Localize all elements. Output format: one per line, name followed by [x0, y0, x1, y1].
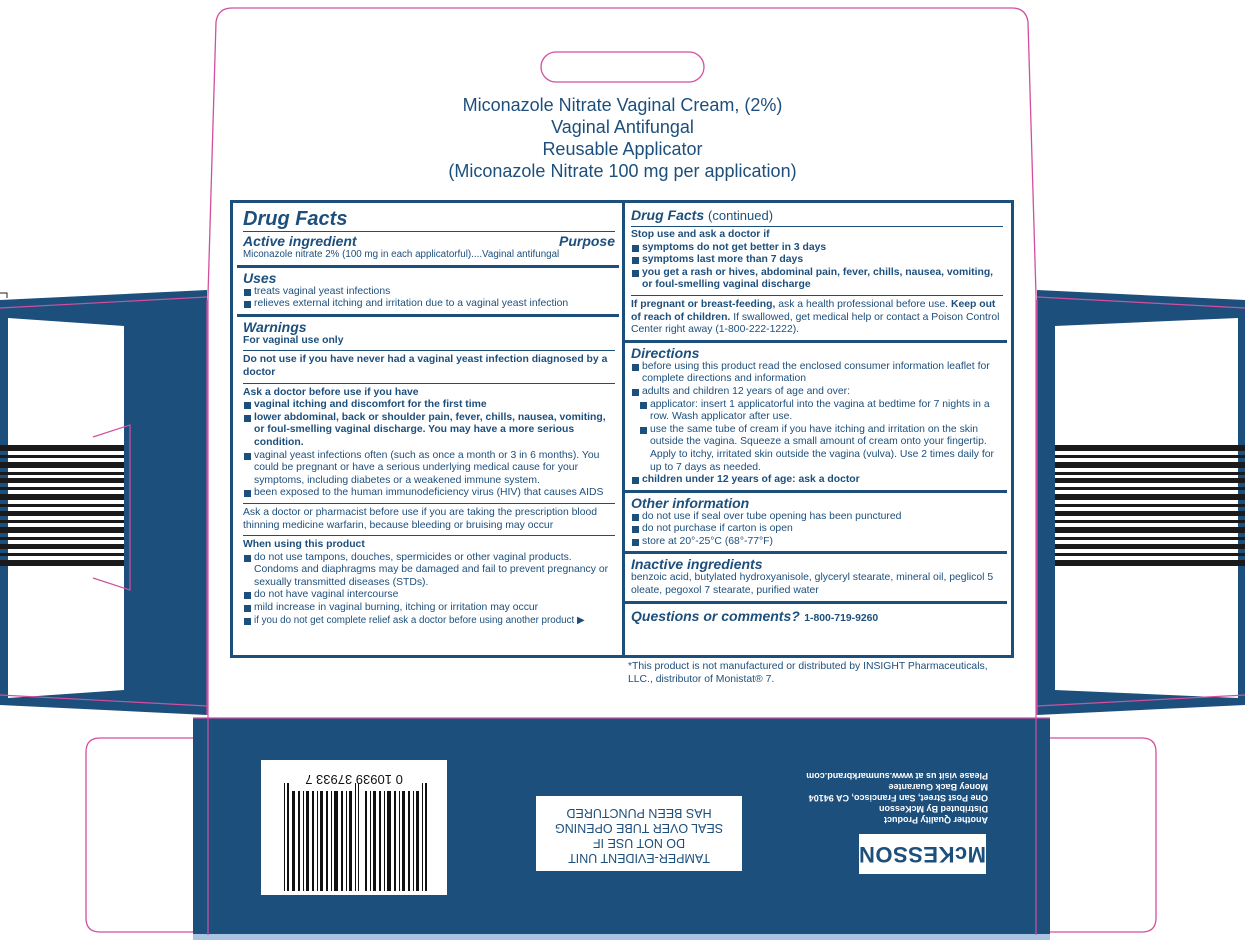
title-line-3: Reusable Applicator	[542, 139, 703, 159]
footnote: *This product is not manufactured or distributed by INSIGHT Pharmaceuticals, LLC., distributor of Monistat® 7.	[628, 661, 988, 685]
tamper-evident-notice	[535, 795, 743, 872]
product-title	[300, 94, 945, 182]
questions-phone: 1-800-719-9260	[804, 612, 879, 624]
distributor-line: Another Quality Product	[883, 815, 988, 825]
stop-use-item: you get a rash or hives, abdominal pain, fever, chills, nausea, vomiting, or foul-smelling vaginal discharge	[631, 267, 1003, 292]
when-using-item: mild increase in vaginal burning, itching or irritation may occur	[243, 602, 615, 615]
do-not-use: Do not use if you have never had a vaginal yeast infection diagnosed by a doctor	[243, 354, 608, 378]
title-line-4: (Miconazole Nitrate 100 mg per application)	[448, 161, 797, 181]
other-info-item: store at 20°-25°C (68°-77°F)	[631, 536, 1003, 549]
questions-heading: Questions or comments?	[631, 607, 800, 624]
brand-logo	[859, 834, 986, 874]
distributor-info	[806, 770, 988, 825]
title-line-1: Miconazole Nitrate Vaginal Cream, (2%)	[462, 95, 783, 115]
distributor-line: Money Back Guarantee	[888, 782, 988, 792]
active-ingredient-line: Miconazole nitrate 2% (100 mg in each applicatorful)....Vaginal antifungal	[243, 249, 560, 260]
stop-use-item: symptoms last more than 7 days	[631, 254, 1003, 267]
stop-use-item: symptoms do not get better in 3 days	[631, 242, 1003, 255]
other-info-item: do not use if seal over tube opening has been punctured	[631, 511, 1003, 524]
distributor-line: Distributed By McKesson	[878, 804, 988, 814]
drug-facts-panel	[230, 200, 1014, 658]
pregnant-warning: If pregnant or breast-feeding, ask a health professional before use. Keep out of reach of children. If swallowed, get medical help or contact a Poison Control Center right away (1-800-222-1222).	[631, 298, 1000, 336]
uses-heading: Uses	[243, 269, 277, 286]
ask-doctor-item: lower abdominal, back or shoulder pain, fever, chills, nausea, vomiting, or foul-smelling vaginal discharge. You may have a more serious condition.	[243, 412, 615, 450]
drug-facts-heading: Drug Facts	[243, 208, 348, 230]
directions-heading: Directions	[631, 344, 700, 361]
drug-facts-left-column	[237, 205, 619, 653]
distributor-line: One Post Street, San Francisco, CA 94104	[808, 793, 988, 803]
tamper-line: SEAL OVER TUBE OPENING	[554, 821, 724, 835]
inactive-ingredients-text: benzoic acid, butylated hydroxyanisole, glyceryl stearate, mineral oil, peglicol 5 oleate, pegoxol 7 stearate, purified water	[631, 572, 994, 597]
ask-doctor-item: vaginal itching and discomfort for the first time	[243, 399, 615, 412]
directions-item: before using this product read the enclosed consumer information leaflet for complete directions and information	[631, 361, 1003, 386]
tamper-line: HAS BEEN PUNCTURED	[566, 806, 712, 820]
when-using-item: do not use tampons, douches, spermicides or other vaginal products. Condoms and diaphragms may be damaged and fail to prevent pregnancy or sexually transmitted diseases (STDs).	[243, 552, 615, 590]
when-using-item: if you do not get complete relief ask a doctor before using another product ▶	[243, 615, 615, 628]
ask-doctor-heading: Ask a doctor before use if you have	[243, 386, 419, 398]
other-info-box	[625, 493, 1007, 555]
ask-doctor-item: vaginal yeast infections often (such as once a month or 3 in 6 months). You could be pregnant or have a serious underlying medical cause for your symptoms, including diabetes or a weakened immune system.	[243, 450, 615, 488]
warnings-subheading: For vaginal use only	[243, 334, 344, 346]
active-ingredient-box	[237, 205, 619, 268]
purpose-heading: Purpose	[558, 233, 615, 249]
distributor-line: Please visit us at www.sunmarkbrand.com	[806, 771, 988, 781]
stop-use-heading: Stop use and ask a doctor if	[631, 229, 770, 240]
directions-item: adults and children 12 years of age and over:	[631, 386, 1003, 399]
ask-pharmacist: Ask a doctor or pharmacist before use if you are taking the prescription blood thinning medicine warfarin, because bleeding or bruising may occur	[243, 506, 598, 531]
stop-use-box	[625, 205, 1007, 343]
directions-subitem: applicator: insert 1 applicatorful into the vagina at bedtime for 7 nights in a row. Wash applicator after use.	[639, 399, 1003, 424]
tamper-line: TAMPER-EVIDENT UNIT	[568, 851, 710, 865]
brand-name: McKESSON	[858, 842, 986, 867]
when-using-heading: When using this product	[243, 539, 365, 551]
title-line-2: Vaginal Antifungal	[551, 117, 694, 137]
when-using-item: do not have vaginal intercourse	[243, 589, 615, 602]
directions-box	[625, 343, 1007, 493]
uses-item: treats vaginal yeast infections	[243, 286, 615, 299]
other-info-heading: Other information	[631, 494, 750, 511]
uses-box	[237, 268, 619, 317]
drug-facts-right-column	[625, 205, 1007, 653]
warnings-heading: Warnings	[243, 318, 307, 335]
barcode	[261, 760, 447, 895]
directions-item: children under 12 years of age: ask a doctor	[631, 474, 1003, 487]
uses-item: relieves external itching and irritation due to a vaginal yeast infection	[243, 298, 615, 311]
continue-arrow-icon: ▶	[576, 614, 585, 626]
inactive-ingredients-box	[625, 554, 1007, 603]
questions-box	[625, 604, 1007, 629]
ask-doctor-item: been exposed to the human immunodeficiency virus (HIV) that causes AIDS	[243, 487, 615, 500]
directions-subitem: use the same tube of cream if you have itching and irritation on the skin outside the vagina. Squeeze a small amount of cream onto your fingertip. Apply to itchy, irritated skin outside the vagina (vulva). Use 2 times daily for up to 7 days as needed.	[639, 424, 1003, 474]
warnings-box	[237, 317, 619, 630]
active-ingredient-heading: Active ingredient	[243, 233, 357, 249]
tamper-line: DO NOT USE IF	[592, 836, 686, 850]
inactive-ingredients-heading: Inactive ingredients	[631, 556, 763, 573]
other-info-item: do not purchase if carton is open	[631, 523, 1003, 536]
drug-facts-continued-heading: Drug Facts (continued)	[631, 207, 774, 223]
barcode-digits: 0 10939 37933 7	[305, 772, 403, 787]
